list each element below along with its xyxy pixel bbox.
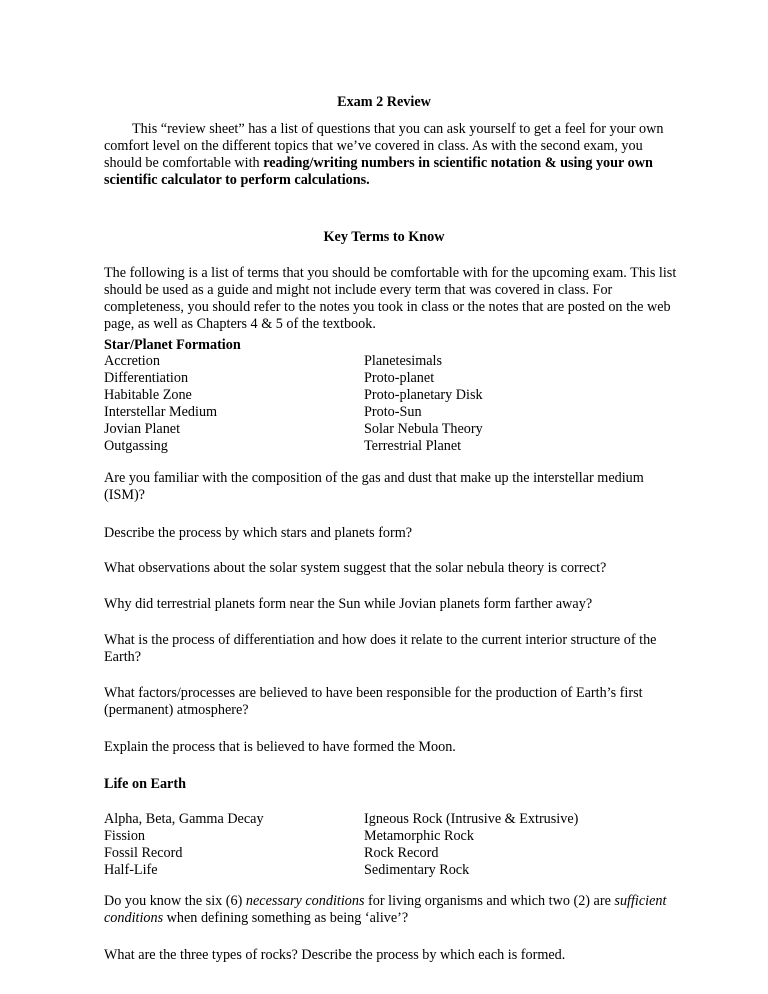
term-item: Igneous Rock (Intrusive & Extrusive)	[364, 811, 579, 827]
key-terms-heading: Key Terms to Know	[323, 229, 445, 245]
intro-bold-text: reading/writing numbers in scientific notation & using your own scientific calculator to perform calculations.	[104, 155, 653, 188]
question-item: What factors/processes are believed to have been responsible for the production of Earth’s first (permanent) atmosphere?	[104, 685, 643, 718]
question-emphasis: necessary conditions	[245, 893, 365, 909]
term-item: Terrestrial Planet	[364, 438, 462, 454]
question-emphasis: sufficient conditions	[104, 893, 667, 926]
term-item: Planetesimals	[364, 353, 443, 369]
term-list-left	[104, 811, 264, 879]
question-text: when defining something as being ‘alive’?	[163, 910, 409, 926]
term-item: Rock Record	[364, 845, 439, 861]
term-list-right	[364, 353, 483, 455]
term-item: Metamorphic Rock	[364, 828, 474, 844]
term-item: Proto-Sun	[364, 404, 422, 420]
term-item: Jovian Planet	[104, 421, 181, 437]
term-list-left	[104, 353, 217, 455]
term-item: Habitable Zone	[104, 387, 192, 403]
term-item: Fission	[104, 828, 146, 844]
question-item: Explain the process that is believed to have formed the Moon.	[104, 739, 456, 755]
question-text: Do you know the six (6)	[104, 893, 246, 909]
page-title: Exam 2 Review	[337, 94, 431, 110]
term-item: Interstellar Medium	[104, 404, 218, 420]
section-heading-life-on-earth: Life on Earth	[104, 776, 186, 792]
question-item: What is the process of differentiation and how does it relate to the current interior structure of the Earth?	[104, 632, 657, 665]
question-item: Describe the process by which stars and planets form?	[104, 525, 413, 541]
term-item: Solar Nebula Theory	[364, 421, 483, 437]
question-item: What are the three types of rocks? Describe the process by which each is formed.	[104, 947, 566, 963]
term-item: Proto-planetary Disk	[364, 387, 483, 403]
term-item: Proto-planet	[364, 370, 435, 386]
term-item: Outgassing	[104, 438, 168, 454]
term-item: Half-Life	[104, 862, 158, 878]
question-item: Are you familiar with the composition of the gas and dust that make up the interstellar medium (ISM)?	[104, 470, 644, 503]
question-text: for living organisms and which two (2) are	[364, 893, 615, 909]
key-terms-intro: The following is a list of terms that you should be comfortable with for the upcoming exam. This list should be used as a guide and might not include every term that was covered in class. For completeness, you should refer to the notes you took in class or the notes that are posted on the web page, as well as Chapters 4 & 5 of the textbook.	[104, 265, 677, 332]
question-item: What observations about the solar system suggest that the solar nebula theory is correct?	[104, 560, 607, 576]
term-item: Fossil Record	[104, 845, 183, 861]
intro-text: This “review sheet” has a list of questions that you can ask yourself to get a feel for your own comfort level on the different topics that we’ve covered in class. As with the second exam, you should be comfortable with	[104, 121, 664, 171]
section-heading-star-planet: Star/Planet Formation	[104, 337, 241, 353]
term-item: Differentiation	[104, 370, 189, 386]
term-item: Sedimentary Rock	[364, 862, 470, 878]
term-item: Alpha, Beta, Gamma Decay	[104, 811, 264, 827]
term-item: Accretion	[104, 353, 160, 369]
term-list-right	[364, 811, 578, 879]
intro-paragraph	[104, 121, 676, 189]
question-item	[104, 893, 679, 927]
question-item: Why did terrestrial planets form near the Sun while Jovian planets form farther away?	[104, 596, 593, 612]
